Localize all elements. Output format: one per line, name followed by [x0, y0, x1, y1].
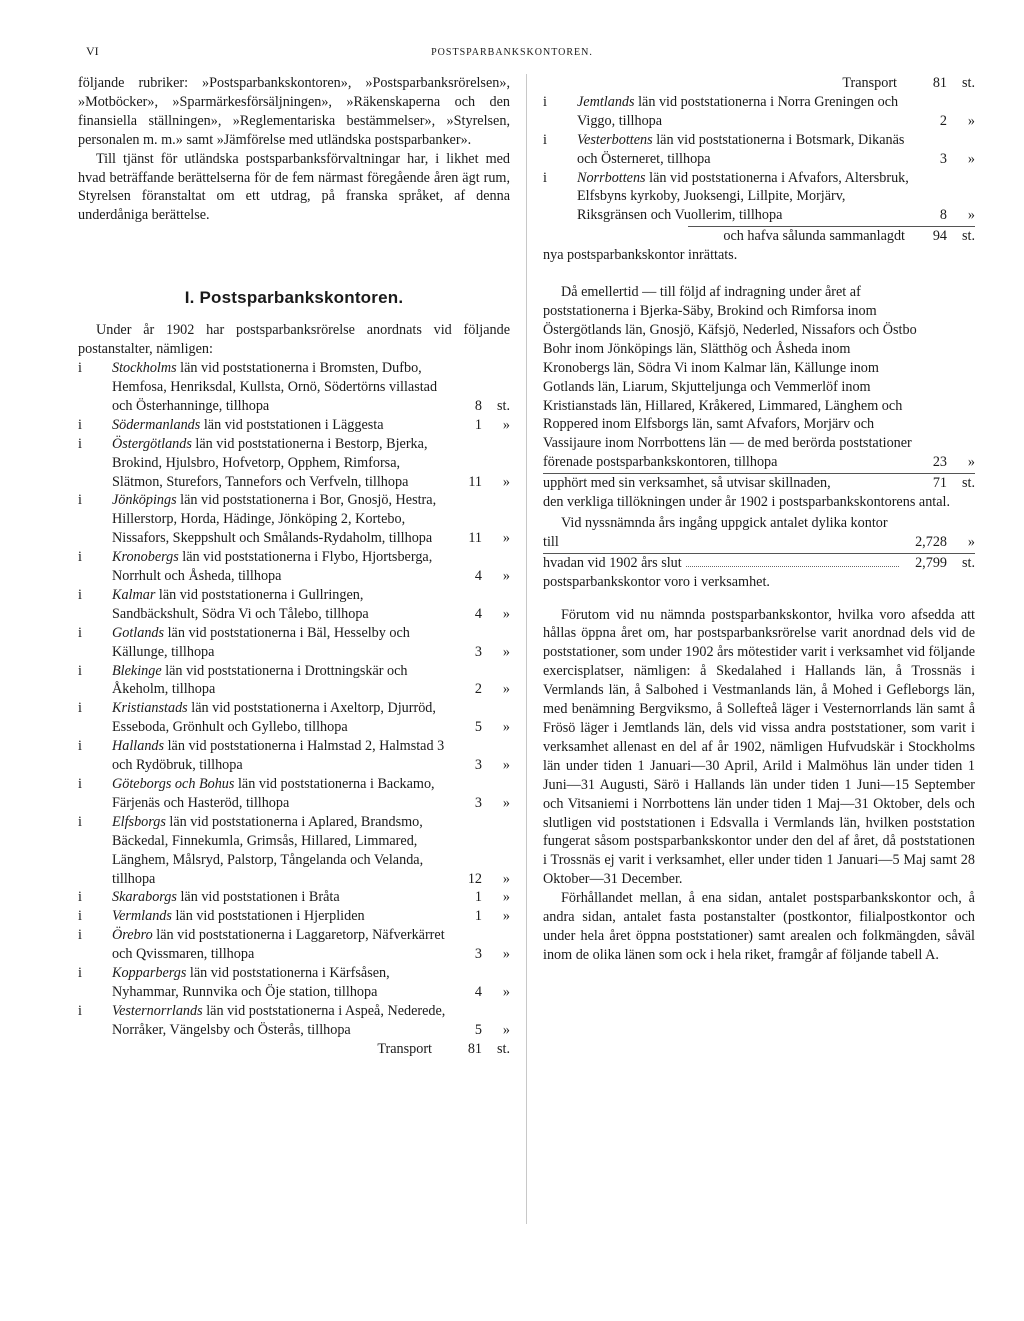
entry-body	[78, 699, 452, 737]
entry-text	[112, 435, 452, 492]
entry-unit: »	[502, 530, 510, 547]
entry-text	[112, 699, 452, 737]
net-unit: st.	[961, 475, 975, 492]
entry-description: län vid poststationerna i Bromsten, Dufbo, Hemfosa, Henriksdal, Kullsta, Ornö, Södertörns villastad och Österhanninge, tillhopa	[112, 360, 438, 414]
transport-count: 81	[932, 75, 947, 91]
year-end-count: 2,799	[915, 554, 947, 571]
entry-prefix: i	[78, 813, 82, 830]
entry-text	[112, 737, 452, 775]
sum-count: 94	[932, 228, 947, 245]
region-name: Kalmar	[112, 586, 156, 603]
region-name: Elfsborgs	[112, 813, 166, 830]
entry-count: 1	[474, 889, 482, 906]
entry-text	[112, 888, 452, 907]
entry-prefix: i	[78, 700, 82, 717]
entry-text	[112, 964, 452, 1002]
entry-prefix: i	[78, 776, 82, 792]
entry-count: 3	[474, 643, 482, 660]
transport-count: 81	[467, 1040, 482, 1057]
entry-count: 8	[474, 397, 482, 414]
entry-prefix: i	[78, 1002, 82, 1019]
left-entries-list	[78, 359, 510, 1040]
entry-description: län vid poststationerna i Bestorp, Bjerka, Brokind, Hjulsbro, Hofvetorp, Opphem, Rimforsa, Slätmon, Sturefors, Tannefors och Verfveln, tillhopa	[112, 435, 428, 490]
year-start-text: Vid nyssnämnda års ingång uppgick antalet dylika kontor till	[543, 514, 888, 550]
ratio-paragraph: Förhållandet mellan, å ena sidan, antalet postsparbankskontor och, å andra sidan, antalet fasta postanstalter (postkontor, filialpostkontor och under hela året öppna poststationer) samt arealen och folkmängden, såväl inom de olika länen som ock i hela riket, framgår af följande tabell A.	[543, 890, 975, 963]
list-item	[78, 907, 510, 926]
entry-text	[112, 586, 452, 624]
net-line	[543, 474, 975, 493]
entry-count: 8	[939, 207, 947, 224]
entry-count: 2	[939, 112, 947, 129]
entry-description: län vid poststationerna i Halmstad 2, Halmstad 3 och Rydöbruk, tillhopa	[112, 738, 445, 774]
sum-label: och hafva sålunda sammanlagdt	[723, 228, 905, 245]
list-item	[78, 964, 510, 1002]
entry-body	[543, 93, 917, 131]
withdrawal-body	[543, 283, 917, 472]
region-name: Vesternorrlands	[112, 1002, 203, 1019]
list-item	[78, 586, 510, 624]
entry-text	[112, 1002, 452, 1040]
column-divider	[526, 74, 527, 1224]
year-end-text: hvadan vid 1902 års slut	[543, 554, 682, 571]
list-item	[78, 359, 510, 416]
entry-prefix: i	[78, 889, 82, 906]
page-number: VI	[86, 44, 99, 58]
entry-text	[577, 131, 917, 169]
entry-text	[577, 93, 917, 131]
region-name: Östergötlands	[112, 435, 192, 452]
region-name: Blekinge	[112, 662, 162, 679]
entry-prefix: i	[78, 586, 82, 603]
entry-count: 3	[474, 946, 482, 963]
camps-paragraph: Förutom vid nu nämnda postsparbankskontor, hvilka voro afsedda att hållas öppna året om, har postsparbanksrörelse varit anordnad dels vid de poststationer, som under 1902 års mötestider varit i verksamhet vid följande exercisplatser, nämligen: å Skedalahed i Hallands län, å Trossnäs i Vermlands län, å Salbohed i Vestmanlands län, å Mohed i Gefleborgs län, med benämning Bergviksmo, å Sollefteå läger i Vesternorrlands län samt å Frösö läger i Jemtlands län, dels vid vissa andra poststationer, som varit i verksamhet allenast en del af år 1902, nämligen Hufvudskär i Stockholms län under tiden 1 Januari—30 April, Arild i Malmöhus län under tiden 1 Juni—31 Augusti, Särö i Hallands län under tiden 1 Juni—15 September och Vitsaniemi i Norrbottens län under tiden 1 Maj—31 Oktober, dels och slutligen vid poststationen i Edsvalla i Vermlands län, hvilken poststation fungerat såsom postsparbankskontor under den del af året, då poststationen i Trossnäs ej varit i verksamhet, eller under tiden 1 Januari—5 Maj samt 28 Oktober—31 December.	[543, 606, 975, 888]
entry-prefix: i	[78, 624, 82, 641]
list-item	[78, 737, 510, 775]
entry-prefix: i	[78, 549, 82, 566]
list-item	[78, 435, 510, 492]
entry-text	[112, 813, 452, 889]
entry-unit: »	[502, 908, 510, 925]
entry-count: 3	[939, 150, 947, 167]
withdrawal-entry	[543, 283, 975, 472]
region-name: Jönköpings	[112, 492, 177, 509]
list-item	[78, 416, 510, 435]
left-transport-row	[78, 1040, 510, 1059]
region-name: Kopparbergs	[112, 965, 187, 982]
entry-description: län vid poststationerna i Kärfsåsen, Nyhammar, Runnvika och Öje station, tillhopa	[112, 965, 390, 1000]
entry-prefix: i	[78, 416, 82, 433]
withdrawal-text: Då emellertid — till följd af indragning under året af poststationerna i Bjerka-Säby, Brokind och Rimforsa inom Östergötlands län, Gnosjö, Käfsjö, Nederled, Nissafors och Östbo Bohr inom Jönköpings län, Slätthög och Åsheda inom Kronobergs län, Södra Vi inom Kalmar län, Källunge inom Gotlands län, Liarum, Skjutteljunga och Vemmerlöf inom Kristianstads län, Hillared, Kråkered, Limmared, Länghem och Roppered inom Elfsborgs län, samt Afvafors, Morjärv och Vassijaure inom Norrbottens län — de med berörda poststationer förenade postsparbankskontoren, tillhopa	[543, 284, 917, 471]
entry-body	[78, 926, 452, 964]
transport-label: Transport	[842, 75, 897, 91]
spacer	[543, 265, 975, 283]
entry-description: län vid poststationerna i Botsmark, Dikanäs och Österneret, tillhopa	[577, 131, 905, 167]
entry-description: län vid poststationerna i Gullringen, Sandbäckshult, Södra Vi och Tålebo, tillhopa	[112, 586, 369, 622]
year-start-unit: »	[967, 533, 975, 550]
entry-text	[112, 548, 452, 586]
entry-text	[112, 907, 452, 926]
list-item	[78, 699, 510, 737]
entry-count: 12	[467, 870, 482, 887]
entry-body	[78, 586, 452, 624]
year-start-body	[543, 514, 903, 552]
list-item	[78, 888, 510, 907]
entry-description: län vid poststationerna i Backamo, Färjenäs och Hasteröd, tillhopa	[112, 776, 435, 811]
year-end-tail: postsparbankskontor voro i verksamhet.	[543, 573, 770, 590]
entry-prefix: i	[78, 908, 82, 925]
entry-unit: »	[967, 112, 975, 129]
entry-description: län vid poststationen i Läggesta	[203, 416, 384, 433]
entry-body	[78, 813, 452, 889]
entry-prefix: i	[543, 131, 547, 148]
spacer	[543, 592, 975, 606]
entry-unit: »	[502, 983, 510, 1000]
entry-description: län vid poststationerna i Bor, Gnosjö, Hestra, Hillerstorp, Horda, Hädinge, Jönköping 2, Kortebo, Nissafors, Skeppshult och Smålands-Rydaholm, tillhopa	[112, 492, 437, 547]
region-name: Skaraborgs	[112, 889, 177, 906]
region-name: Vermlands	[112, 908, 172, 925]
entry-count: 4	[474, 605, 482, 622]
region-name: Hallands	[112, 738, 165, 755]
entry-description: län vid poststationerna i Axeltorp, Djurröd, Esseboda, Grönhult och Gyllebo, tillhopa	[112, 700, 436, 736]
entry-body	[78, 907, 452, 926]
list-item	[543, 93, 975, 131]
region-name: Gotlands	[112, 624, 165, 641]
entry-prefix: i	[78, 965, 82, 982]
sum-tail: nya postsparbankskontor inrättats.	[543, 247, 738, 264]
entry-count: 5	[474, 719, 482, 736]
list-item	[543, 131, 975, 169]
entry-body	[78, 1002, 452, 1040]
region-name: Norrbottens	[577, 169, 646, 186]
right-entries-list	[543, 93, 975, 225]
entry-body	[78, 888, 452, 907]
entry-unit: »	[502, 416, 510, 433]
entry-unit: »	[502, 681, 510, 698]
region-name: Vesterbottens	[577, 131, 653, 148]
entry-prefix: i	[78, 927, 82, 944]
entry-body	[78, 737, 452, 775]
entry-body	[78, 359, 452, 416]
entry-count: 11	[468, 473, 482, 490]
entry-description: län vid poststationerna i Aspeå, Nederede, Norråker, Vängelsby och Österås, tillhopa	[112, 1002, 446, 1038]
year-start-entry	[543, 514, 975, 552]
right-transport-row	[543, 74, 975, 93]
entry-description: län vid poststationerna i Flybo, Hjortsberga, Norrhult och Åsheda, tillhopa	[112, 549, 433, 585]
entry-body	[543, 131, 917, 169]
entry-body	[78, 624, 452, 662]
region-name: Stockholms	[112, 360, 177, 377]
section-heading: I. Postsparbankskontoren.	[184, 288, 404, 308]
entry-unit: »	[502, 946, 510, 963]
entry-count: 11	[468, 530, 482, 547]
list-item	[78, 775, 510, 813]
list-item	[78, 548, 510, 586]
list-item	[78, 1002, 510, 1040]
entry-count: 2	[474, 681, 482, 698]
entry-description: län vid poststationerna i Laggaretorp, Näfverkärret och Qvissmaren, tillhopa	[112, 927, 445, 963]
entry-body	[78, 435, 452, 492]
entry-prefix: i	[78, 435, 82, 452]
list-item	[78, 624, 510, 662]
entry-prefix: i	[78, 492, 82, 509]
entry-body	[78, 775, 452, 813]
entry-count: 5	[474, 1021, 482, 1038]
sum-row	[543, 227, 975, 246]
region-name: Örebro	[112, 927, 153, 944]
net-tail: den verkliga tillökningen under år 1902 i postsparbankskontorens antal.	[543, 494, 951, 511]
entry-unit: »	[502, 1021, 510, 1038]
entry-unit: »	[967, 207, 975, 224]
entry-text	[112, 416, 452, 435]
entry-text	[112, 775, 452, 813]
entry-unit: st.	[496, 397, 510, 414]
left-column	[78, 74, 510, 1059]
entry-description: län vid poststationerna i Afvafors, Altersbruk, Elfsbyns kyrkoby, Juoksengi, Lillpite, Morjärv, Riksgränsen och Vuollerim, tillhopa	[577, 169, 909, 224]
net-text: upphört med sin verksamhet, så utvisar skillnaden,	[543, 475, 831, 492]
entry-text	[112, 359, 452, 416]
withdrawal-unit: »	[967, 454, 975, 471]
entry-count: 3	[474, 794, 482, 811]
entry-count: 4	[474, 568, 482, 585]
entry-body	[78, 662, 452, 700]
region-name: Kronobergs	[112, 549, 179, 566]
entry-description: län vid poststationerna i Aplared, Brandsmo, Bäckedal, Finnekumla, Grimsås, Hillared, Limmared, Länghem, Målsryd, Palstorp, Tångelanda och Velanda, tillhopa	[112, 813, 424, 887]
entry-body	[78, 416, 452, 435]
entry-text	[112, 926, 452, 964]
sum-unit: st.	[961, 228, 975, 245]
entry-unit: »	[502, 757, 510, 774]
entry-count: 4	[474, 983, 482, 1000]
transport-unit: st.	[961, 75, 975, 91]
entry-description: län vid poststationen i Hjerpliden	[175, 908, 365, 925]
entry-description: län vid poststationerna i Bäl, Hesselby och Källunge, tillhopa	[112, 624, 410, 660]
list-item	[543, 169, 975, 226]
foreign-summary-paragraph: Till tjänst för utländska postsparbanksförvaltningar har, i likhet med hvad beträffande berättelserna för de fem närmast föregående åren ägt rum, Styrelsen föranstaltat om ett utdrag, på franska språket, af denna underdåniga berättelse.	[78, 150, 510, 224]
entry-prefix: i	[543, 93, 547, 110]
entry-count: 1	[474, 416, 482, 433]
year-start-count: 2,728	[915, 533, 947, 550]
entry-text	[577, 169, 917, 226]
entry-description: län vid poststationerna i Norra Greningen och Viggo, tillhopa	[577, 93, 899, 129]
entry-prefix: i	[78, 360, 82, 377]
entry-count: 3	[474, 757, 482, 774]
entry-body	[543, 169, 917, 226]
entry-unit: »	[502, 568, 510, 585]
entry-prefix: i	[543, 169, 547, 186]
entry-unit: »	[502, 719, 510, 736]
entry-unit: »	[502, 870, 510, 887]
transport-label: Transport	[377, 1040, 432, 1057]
year-end-line	[543, 554, 975, 573]
intro-paragraph: följande rubriker: »Postsparbankskontoren», »Postsparbanksrörelsen», »Motböcker», »Sparmärkesförsäljningen», »Räkenskaperna och den finansiella ställningen», »Reglementariska bestämmelser», »Styrelsen, personalen m. m.» samt »Jämförelse med utländska postsparbanker».	[78, 75, 510, 148]
entry-body	[78, 548, 452, 586]
region-name: Kristianstads	[112, 700, 188, 717]
entry-count: 1	[474, 908, 482, 925]
running-title: POSTSPARBANKSKONTOREN.	[431, 47, 593, 58]
entry-unit: »	[967, 150, 975, 167]
entry-text	[112, 662, 452, 700]
year-end-unit: st.	[961, 554, 975, 571]
entry-description: län vid poststationen i Bråta	[180, 889, 340, 906]
list-item	[78, 926, 510, 964]
transport-unit: st.	[496, 1040, 510, 1057]
list-item	[78, 491, 510, 548]
list-item	[78, 813, 510, 889]
entry-unit: »	[502, 605, 510, 622]
region-name: Jemtlands	[577, 93, 635, 110]
entry-body	[78, 964, 452, 1002]
list-item	[78, 662, 510, 700]
running-head	[72, 44, 952, 62]
entry-unit: »	[502, 473, 510, 490]
entry-text	[112, 491, 452, 548]
right-column	[543, 74, 975, 965]
entry-text	[112, 624, 452, 662]
entry-prefix: i	[78, 662, 82, 679]
entry-unit: »	[502, 889, 510, 906]
entry-unit: »	[502, 643, 510, 660]
dot-leader	[686, 566, 899, 567]
section-intro: Under år 1902 har postsparbanksrörelse anordnats vid följande postanstalter, nämligen:	[78, 322, 510, 358]
withdrawal-count: 23	[932, 454, 947, 471]
entry-prefix: i	[78, 738, 82, 755]
entry-unit: »	[502, 794, 510, 811]
region-name: Södermanlands	[112, 416, 201, 433]
entry-body	[78, 491, 452, 548]
net-count: 71	[932, 475, 947, 492]
entry-description: län vid poststationerna i Drottningskär och Åkeholm, tillhopa	[112, 662, 408, 698]
region-name: Göteborgs och Bohus	[112, 776, 235, 792]
